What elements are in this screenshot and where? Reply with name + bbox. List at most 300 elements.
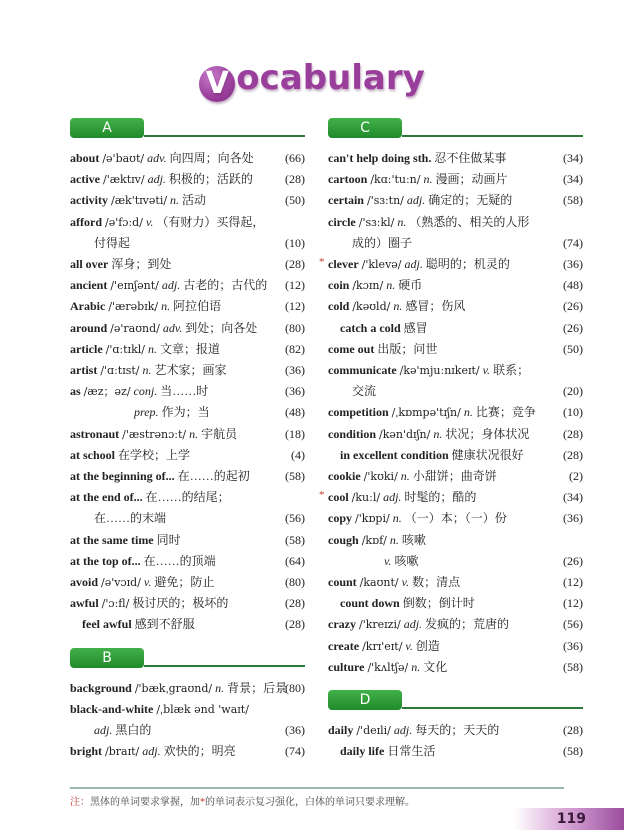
- definition: 阿拉伯语: [173, 299, 222, 314]
- phonetic: /'sɜːtn/: [366, 194, 404, 208]
- vocab-entry: [70, 212, 305, 233]
- page-reference: (36): [563, 638, 583, 653]
- phonetic: /'kreɪzi/: [358, 618, 401, 632]
- definition: 作为；当: [161, 405, 210, 420]
- definition: 发疯的；荒唐的: [425, 617, 510, 632]
- definition: 感冒: [403, 320, 428, 335]
- part-of-speech: n.: [389, 532, 399, 547]
- part-of-speech: v.: [405, 638, 413, 653]
- definition: 小甜饼；曲奇饼: [412, 469, 497, 484]
- page-title: [0, 58, 624, 102]
- headword: come out: [328, 341, 375, 356]
- vocab-entry: [70, 318, 305, 339]
- headword: all over: [70, 257, 109, 272]
- phonetic: /kə'mjuːnɪkeɪt/: [399, 364, 480, 378]
- headword: artist: [70, 363, 98, 378]
- part-of-speech: adj.: [404, 257, 423, 272]
- page-reference: (36): [563, 511, 583, 526]
- page-reference: (36): [563, 257, 583, 272]
- headword: circle: [328, 214, 356, 229]
- headword: Arabic: [70, 299, 106, 314]
- phonetic: /braɪt/: [105, 745, 140, 759]
- vocab-entry: [328, 720, 583, 741]
- definition: 每天的；天天的: [415, 723, 500, 738]
- page-reference: (2): [569, 469, 583, 484]
- page-reference: (12): [563, 575, 583, 590]
- phonetic: /kəʊld/: [352, 300, 391, 314]
- page-reference: (26): [563, 320, 583, 335]
- part-of-speech: v.: [143, 575, 152, 590]
- vocab-entry: [70, 254, 305, 275]
- page-reference: (74): [563, 235, 583, 250]
- headword: cookie: [328, 469, 361, 484]
- definition: 数；清点: [412, 575, 461, 590]
- phonetic: /æk'tɪvəti/: [111, 194, 168, 208]
- page-reference: (26): [563, 299, 583, 314]
- vocab-entry: [70, 614, 305, 635]
- vocab-entry: [328, 402, 583, 423]
- phonetic: /ˌblæk ənd 'waɪt/: [156, 702, 249, 716]
- headword: count: [328, 575, 357, 590]
- page-reference: (58): [285, 532, 305, 547]
- definition: 付得起: [94, 235, 131, 250]
- title-v-badge: V: [199, 66, 235, 102]
- definition: 创造: [415, 638, 440, 653]
- definition: 避免；防止: [154, 575, 215, 590]
- definition: 交流: [352, 384, 377, 399]
- page-reference: (36): [285, 384, 305, 399]
- definition: 在学校；上学: [118, 447, 191, 462]
- vocab-entry: [70, 720, 305, 741]
- vocab-entry: [328, 657, 583, 678]
- part-of-speech: adj.: [393, 723, 413, 738]
- page-reference: (56): [285, 511, 305, 526]
- headword: black-and-white: [70, 701, 154, 716]
- footnote-text-1: 黑体的单词要求掌握，加: [90, 797, 200, 808]
- definition: 健康状况很好: [451, 447, 524, 462]
- phonetic: /'ɔːfl/: [101, 597, 130, 611]
- phonetic: /kuːl/: [351, 491, 381, 505]
- vocab-entry: [70, 339, 305, 360]
- vocab-entry: [328, 148, 583, 169]
- section-letter-tab: D: [328, 690, 402, 710]
- vocab-entry: [70, 169, 305, 190]
- page-number-bar: [514, 808, 624, 830]
- page-reference: (58): [563, 744, 583, 759]
- page-reference: (64): [285, 553, 305, 568]
- section-spacer: [70, 636, 305, 648]
- definition: 向四周；向各处: [169, 151, 254, 165]
- phonetic: /'kɒpi/: [355, 512, 390, 526]
- definition: 咳嗽: [401, 532, 426, 547]
- page-reference: (34): [563, 490, 583, 505]
- part-of-speech: conj.: [133, 384, 158, 399]
- vocab-entry: [70, 678, 305, 699]
- page-reference: (58): [563, 193, 583, 208]
- headword: feel awful: [82, 617, 132, 632]
- page-reference: (10): [285, 235, 305, 250]
- definition: 文化: [423, 659, 448, 674]
- phonetic: /ə'vɔɪd/: [101, 576, 141, 590]
- vocab-entry: [328, 212, 583, 233]
- vocab-entry: [328, 233, 583, 254]
- vocab-entry: [328, 572, 583, 593]
- vocab-entry: [70, 699, 305, 720]
- headword: communicate: [328, 363, 397, 378]
- left-column: [70, 118, 305, 762]
- definition: 忍不住做某事: [434, 151, 507, 165]
- headword: bright: [70, 744, 103, 759]
- definition: 成的）圈子: [352, 235, 413, 250]
- section-header-d: [328, 690, 583, 710]
- footnote-label: 注：: [70, 797, 90, 808]
- part-of-speech: n.: [433, 426, 443, 441]
- part-of-speech: n.: [189, 426, 199, 441]
- part-of-speech: n.: [147, 341, 157, 356]
- definition: 当……时: [160, 384, 209, 399]
- part-of-speech: n.: [170, 193, 180, 208]
- page-reference: (28): [563, 447, 583, 462]
- headword: at the same time: [70, 532, 154, 547]
- footnote-text-2: 的单词表示复习强化，白体的单词只要求理解。: [205, 797, 415, 808]
- page-reference: (34): [563, 151, 583, 165]
- page-reference: (10): [563, 405, 583, 420]
- definition: 积极的；活跃的: [168, 172, 253, 187]
- definition: 倒数；倒计时: [402, 596, 475, 611]
- headword: culture: [328, 659, 365, 674]
- headword: avoid: [70, 575, 99, 590]
- vocab-entry: [328, 551, 583, 572]
- phonetic: /kɔɪn/: [352, 279, 384, 293]
- definition: 黑白的: [115, 723, 152, 738]
- page-reference: (28): [285, 617, 305, 632]
- headword: awful: [70, 596, 99, 611]
- phonetic: /kaʊnt/: [359, 576, 399, 590]
- section-header-b: [70, 648, 305, 668]
- page-reference: (18): [285, 426, 305, 441]
- headword: at the end of...: [70, 490, 143, 505]
- headword: catch a cold: [340, 320, 401, 335]
- vocab-entry: [328, 296, 583, 317]
- vocab-entry: [70, 572, 305, 593]
- headword: astronaut: [70, 426, 120, 441]
- vocab-entry: [328, 190, 583, 211]
- definition: 欢快的；明亮: [163, 744, 236, 759]
- page-reference: (50): [563, 341, 583, 356]
- definition: 漫画；动画片: [435, 172, 508, 187]
- vocab-entry: [70, 741, 305, 762]
- phonetic: /æz；əz/: [83, 385, 131, 399]
- page-reference: (34): [563, 172, 583, 187]
- vocab-entry: [328, 169, 583, 190]
- definition: 在……的末端: [94, 511, 167, 526]
- vocab-entry: [70, 551, 305, 572]
- headword: create: [328, 638, 360, 653]
- section-header-c: [328, 118, 583, 138]
- page-reference: (36): [285, 363, 305, 378]
- headword: background: [70, 680, 132, 695]
- vocab-entry: [70, 530, 305, 551]
- definition: 聪明的；机灵的: [425, 257, 510, 272]
- vocab-entry: [70, 402, 305, 423]
- part-of-speech: n.: [142, 363, 152, 378]
- definition: （一）本；（一）份: [404, 511, 507, 526]
- page-reference: (28): [285, 172, 305, 187]
- page-reference: (48): [563, 278, 583, 293]
- phonetic: /'bækˌgraʊnd/: [134, 681, 213, 695]
- vocab-entry: [70, 275, 305, 296]
- definition: 背景；后景: [227, 680, 288, 695]
- definition: 古老的；古代的: [183, 278, 268, 293]
- headword: article: [70, 341, 103, 356]
- headword: can't help doing sth.: [328, 151, 432, 165]
- vocab-entry: [328, 593, 583, 614]
- page-reference: (28): [563, 723, 583, 738]
- headword: at school: [70, 447, 115, 462]
- phonetic: /ə'baʊt/: [102, 152, 145, 165]
- headword: condition: [328, 426, 377, 441]
- definition: 在……的结尾；: [145, 490, 230, 505]
- definition: 状况；身体状况: [445, 426, 530, 441]
- headword: as: [70, 384, 81, 399]
- part-of-speech: adj.: [147, 172, 166, 187]
- vocab-entry: [328, 530, 583, 551]
- phonetic: /'kʊki/: [363, 470, 398, 484]
- definition: 硬币: [398, 278, 423, 293]
- section-letter-tab: B: [70, 648, 144, 668]
- vocab-entry: [70, 148, 305, 169]
- phonetic: /ə'raʊnd/: [110, 321, 160, 335]
- page-reference: (80): [285, 680, 305, 695]
- vocab-entry: [328, 741, 583, 762]
- vocab-entry: [328, 614, 583, 635]
- vocab-entry: [328, 466, 583, 487]
- headword: cool: [328, 490, 349, 505]
- headword: in excellent condition: [340, 447, 449, 462]
- part-of-speech: n.: [411, 659, 421, 674]
- vocab-entry: [70, 487, 305, 508]
- headword: around: [70, 320, 108, 335]
- right-column: [319, 118, 583, 762]
- vocab-entry: [70, 381, 305, 402]
- review-star-icon: *: [319, 256, 325, 269]
- definition: （有财力）买得起，: [156, 214, 265, 229]
- page-reference: (58): [563, 659, 583, 674]
- page-reference: (48): [285, 405, 305, 420]
- page-reference: (50): [285, 193, 305, 208]
- vocab-entry: [70, 593, 305, 614]
- definition: 感到不舒服: [134, 617, 195, 632]
- page-reference: (12): [285, 278, 305, 293]
- phonetic: /'deɪli/: [356, 724, 391, 738]
- phonetic: /'eɪnʃənt/: [110, 279, 159, 293]
- definition: 文章；报道: [159, 341, 220, 356]
- part-of-speech: adj.: [403, 617, 423, 632]
- headword: clever: [328, 257, 359, 272]
- definition: 感冒；伤风: [405, 299, 466, 314]
- part-of-speech: adv.: [162, 320, 183, 335]
- phonetic: /'æstrənɔːt/: [122, 427, 187, 441]
- page-reference: (26): [563, 553, 583, 568]
- vocab-entry: [328, 636, 583, 657]
- headword: activity: [70, 193, 108, 208]
- page-reference: (58): [285, 469, 305, 484]
- page-reference: (80): [285, 575, 305, 590]
- page-reference: (28): [285, 596, 305, 611]
- vocab-entry: [328, 339, 583, 360]
- part-of-speech: n.: [386, 278, 396, 293]
- page-reference: (12): [285, 299, 305, 314]
- part-of-speech: n.: [423, 172, 433, 187]
- page-reference: (28): [563, 426, 583, 441]
- page-reference: (74): [285, 744, 305, 759]
- vocab-entry: [70, 445, 305, 466]
- headword: daily: [328, 723, 354, 738]
- headword: certain: [328, 193, 364, 208]
- part-of-speech: adj.: [161, 278, 181, 293]
- part-of-speech: n.: [397, 214, 407, 229]
- headword: afford: [70, 214, 102, 229]
- page-reference: (4): [291, 447, 305, 462]
- phonetic: /'ærəbɪk/: [108, 300, 159, 314]
- definition: 艺术家；画家: [154, 363, 227, 378]
- definition: 联系；: [493, 363, 530, 378]
- definition: 时髦的；酷的: [404, 490, 477, 505]
- page-reference: (82): [285, 341, 305, 356]
- definition: 日常生活: [387, 744, 436, 759]
- part-of-speech: n.: [392, 511, 402, 526]
- part-of-speech: n.: [215, 680, 225, 695]
- phonetic: /'sɜːkl/: [358, 215, 395, 229]
- definition: 在……的起初: [177, 469, 250, 484]
- definition: 宇航员: [201, 426, 238, 441]
- headword: daily life: [340, 744, 385, 759]
- vocab-entry: [70, 233, 305, 254]
- section-letter-tab: A: [70, 118, 144, 138]
- footnote-star: *: [200, 797, 205, 808]
- part-of-speech: adv.: [147, 151, 167, 165]
- headword: active: [70, 172, 100, 187]
- phonetic: /'kʌltʃə/: [367, 660, 409, 674]
- vocab-entry: [328, 275, 583, 296]
- vocab-entry: [70, 190, 305, 211]
- vocab-entry: [70, 466, 305, 487]
- phonetic: /ə'fɔːd/: [105, 215, 143, 229]
- phonetic: /krɪ'eɪt/: [362, 639, 403, 653]
- vocab-entry: [319, 487, 583, 508]
- page-reference: (66): [285, 151, 305, 165]
- part-of-speech: n.: [161, 299, 171, 314]
- headword: cartoon: [328, 172, 368, 187]
- section-header-a: [70, 118, 305, 138]
- section-rule: [144, 135, 305, 137]
- section-letter-tab: C: [328, 118, 402, 138]
- vocab-entry: [328, 445, 583, 466]
- definition: 比赛；竞争: [475, 405, 536, 420]
- section-rule: [402, 135, 583, 137]
- phonetic: /'klevə/: [361, 258, 402, 272]
- page-reference: (28): [285, 257, 305, 272]
- page-reference: (20): [563, 384, 583, 399]
- vocab-entry: [70, 508, 305, 529]
- vocab-entry: [328, 424, 583, 445]
- phonetic: /'ɑːtɪkl/: [105, 342, 145, 356]
- part-of-speech: n.: [393, 299, 403, 314]
- vocab-entry: [70, 424, 305, 445]
- part-of-speech: v.: [482, 363, 491, 378]
- definition: 出版；问世: [377, 341, 438, 356]
- definition: 在……的顶端: [143, 553, 216, 568]
- part-of-speech: v.: [401, 575, 410, 590]
- part-of-speech: v.: [384, 553, 392, 568]
- part-of-speech: adj.: [406, 193, 426, 208]
- headword: at the top of...: [70, 553, 141, 568]
- phonetic: /ˌkɒmpə'tɪʃn/: [391, 406, 461, 420]
- part-of-speech: adj.: [142, 744, 161, 759]
- page-reference: (36): [285, 723, 305, 738]
- part-of-speech: prep.: [134, 405, 159, 420]
- phonetic: /'ɑːtɪst/: [100, 364, 140, 378]
- headword: cold: [328, 299, 350, 314]
- footnote: [70, 793, 415, 808]
- headword: count down: [340, 596, 400, 611]
- page-number: 119: [556, 811, 586, 827]
- headword: copy: [328, 511, 352, 526]
- vocab-entry: [319, 254, 583, 275]
- headword: competition: [328, 405, 389, 420]
- definition: 活动: [182, 193, 207, 208]
- part-of-speech: n.: [400, 469, 410, 484]
- section-rule: [402, 707, 583, 709]
- review-star-icon: *: [319, 489, 325, 502]
- definition: 咳嗽: [394, 553, 419, 568]
- phonetic: /kən'dɪʃn/: [379, 427, 431, 441]
- definition: 浑身；到处: [111, 257, 172, 272]
- definition: （熟悉的、相关的人形: [409, 214, 530, 229]
- headword: about: [70, 151, 100, 165]
- headword: cough: [328, 532, 359, 547]
- headword: coin: [328, 278, 350, 293]
- part-of-speech: v.: [145, 214, 154, 229]
- vocab-entry: [328, 318, 583, 339]
- vocab-entry: [328, 381, 583, 402]
- section-spacer: [328, 678, 583, 690]
- definition: 到处；向各处: [185, 320, 258, 335]
- title-text: ocabulary: [236, 58, 425, 98]
- phonetic: /'æktɪv/: [102, 173, 145, 187]
- headword: at the beginning of...: [70, 469, 175, 484]
- vocab-entry: [328, 508, 583, 529]
- part-of-speech: adj.: [383, 490, 402, 505]
- vocab-entry: [70, 360, 305, 381]
- definition: 确定的；无疑的: [428, 193, 513, 208]
- headword: crazy: [328, 617, 356, 632]
- footer-divider: [70, 787, 564, 789]
- section-rule: [144, 665, 305, 667]
- definition: 极讨厌的；极坏的: [132, 596, 229, 611]
- phonetic: /kɑː'tuːn/: [370, 173, 421, 187]
- headword: ancient: [70, 278, 108, 293]
- vocab-entry: [328, 360, 583, 381]
- part-of-speech: n.: [463, 405, 473, 420]
- page-reference: (80): [285, 320, 305, 335]
- page-reference: (12): [563, 596, 583, 611]
- definition: 同时: [156, 532, 181, 547]
- part-of-speech: adj.: [94, 723, 113, 738]
- vocab-entry: [70, 296, 305, 317]
- phonetic: /kɒf/: [361, 533, 387, 547]
- page-reference: (56): [563, 617, 583, 632]
